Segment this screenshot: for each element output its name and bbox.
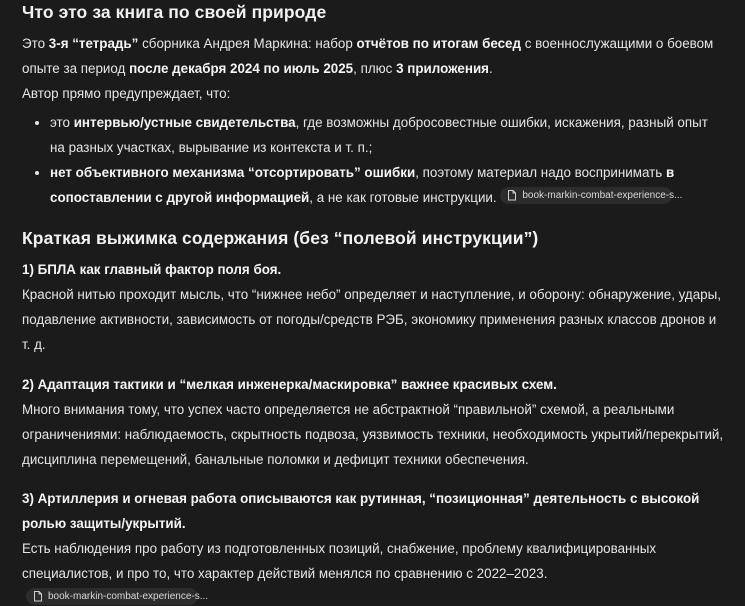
text-span: Это	[22, 36, 49, 51]
summary-item-2	[22, 372, 725, 472]
item-heading: 3) Артиллерия и огневая работа описываются как рутинная, “позиционная” деятельность с высокой ролью защиты/укрытий.	[22, 491, 700, 531]
item-text: Красной нитью проходит мысль, что “нижнее небо” определяет и наступление, и оборону: обнаружение, удары, подавление активности, зависимость от погоды/средств РЭБ, экономику применения разных классов дронов и т. д.	[22, 287, 721, 352]
bold-span: интервью/устные свидетельства	[73, 115, 296, 130]
source-citation-chip[interactable]	[26, 588, 209, 605]
warning-list	[22, 110, 721, 210]
list-item	[50, 110, 721, 160]
bold-span: отчётов по итогам бесед	[356, 36, 522, 51]
text-span: с военнослужащими о боевом опыте за период	[22, 36, 714, 76]
text-span: сборника Андрея Маркина: набор	[138, 36, 357, 51]
item-text: Есть наблюдения про работу из подготовленных позиций, снабжение, проблему квалифицированных специалистов, и про то, что характер действий менялся по сравнению с 2022–2023.	[22, 541, 657, 581]
text-span: , где возможны добросовестные ошибки, искажения, разный опыт на разных участках, вырывание из контекста и т. п.;	[50, 115, 708, 155]
summary-item-1	[22, 257, 725, 357]
text-span: , поэтому материал надо воспринимать	[415, 165, 666, 180]
document-icon	[507, 190, 517, 201]
summary-item-3	[22, 486, 725, 586]
intro-paragraph	[22, 31, 725, 81]
list-item	[50, 160, 721, 210]
source-citation-label: book-markin-combat-experience-s...	[522, 190, 683, 201]
item-heading: 1) БПЛА как главный фактор поля боя.	[22, 262, 282, 277]
bold-span: после декабря 2024 по июль 2025	[129, 61, 354, 76]
bold-span: 3-я “тетрадь”	[48, 36, 139, 51]
text-span: .	[489, 61, 493, 76]
document-icon	[33, 591, 43, 602]
bold-span: нет объективного механизма “отсортировать” ошибки	[50, 165, 416, 180]
source-chip-row	[26, 588, 209, 606]
section-heading-summary: Краткая выжимка содержания (без “полевой инструкции”)	[22, 228, 539, 248]
text-span: , а не как готовые инструкции.	[309, 190, 497, 205]
source-citation-label: book-markin-combat-experience-s...	[48, 591, 209, 602]
bold-span: в сопоставлении с другой информацией	[50, 165, 675, 205]
section-heading-nature: Что это за книга по своей природе	[22, 2, 327, 22]
item-text: Много внимания тому, что успех часто определяется не абстрактной “правильной” схемой, а реальными ограничениями: наблюдаемость, скрытность подвоза, уязвимость техники, необходимость укрытий/перекрытий, дисциплина перемещений, банальные поломки и дефицит техники обеспечения.	[22, 402, 724, 467]
warning-intro: Автор прямо предупреждает, что:	[22, 86, 231, 101]
text-span: , плюс	[353, 61, 397, 76]
bold-span: 3 приложения	[396, 61, 489, 76]
item-heading: 2) Адаптация тактики и “мелкая инженерка/маскировка” важнее красивых схем.	[22, 377, 557, 392]
text-span: это	[50, 115, 74, 130]
source-citation-chip[interactable]	[500, 187, 683, 204]
